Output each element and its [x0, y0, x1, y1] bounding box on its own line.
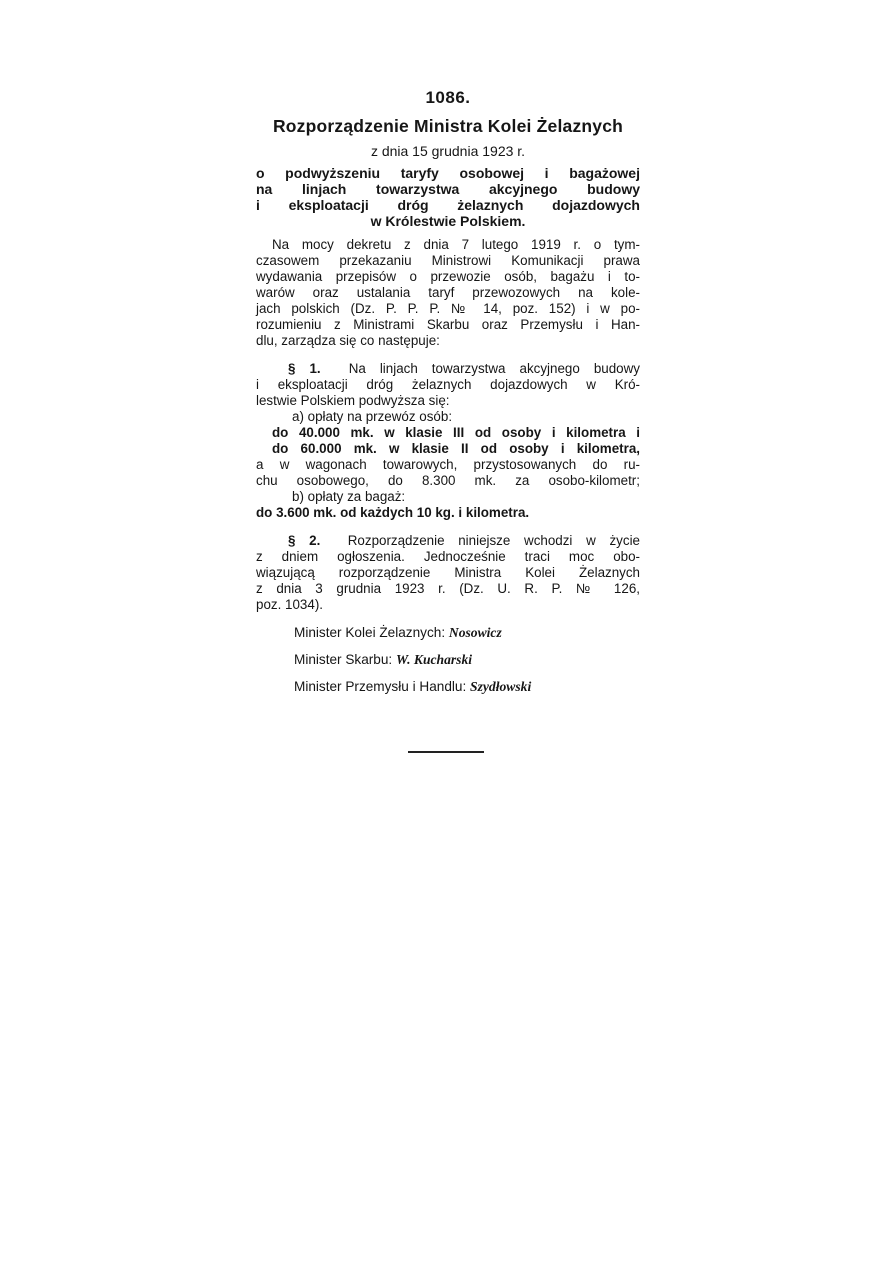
- section-1-first-line: [256, 361, 640, 377]
- preamble-line: warów oraz ustalania taryf przewozowych na kole-: [256, 285, 640, 300]
- item-a-line: do 60.000 mk. w klasie II od osoby i kilometra,: [272, 441, 640, 456]
- signature-role: Minister Kolei Żelaznych:: [294, 625, 446, 640]
- section-2-line: z dniem ogłoszenia. Jednocześnie traci moc obo-: [256, 549, 640, 564]
- preamble-line: rozumieniu z Ministrami Skarbu oraz Przemysłu i Han-: [256, 317, 640, 332]
- subject-line: na linjach towarzystwa akcyjnego budowy: [256, 181, 640, 197]
- document-subject: [256, 165, 640, 229]
- document-date: z dnia 15 grudnia 1923 r.: [370, 143, 526, 159]
- section-2-mark: § 2.: [288, 533, 321, 548]
- section-2-line: wiązującą rozporządzenie Ministra Kolei Żelaznych: [256, 565, 640, 580]
- item-a-line: chu osobowego, do 8.300 mk. za osobo-kilometr;: [256, 473, 640, 488]
- signature-name: W. Kucharski: [396, 652, 473, 667]
- section-1-mark: § 1.: [288, 361, 321, 376]
- item-a-line: do 40.000 mk. w klasie III od osoby i kilometra i: [272, 425, 640, 440]
- section-2-line: z dnia 3 grudnia 1923 r. (Dz. U. R. P. № 126,: [256, 581, 640, 596]
- section-2-line: poz. 1034).: [256, 597, 323, 612]
- document-page: [256, 88, 640, 706]
- signature-role: Minister Skarbu:: [294, 652, 393, 667]
- preamble-line: wydawania przepisów o przewozie osób, bagażu i to-: [256, 269, 640, 284]
- section-1-line: lestwie Polskiem podwyższa się:: [256, 393, 450, 408]
- signature-role: Minister Przemysłu i Handlu:: [294, 679, 467, 694]
- section-2-first-line: [256, 533, 640, 549]
- preamble-line: Na mocy dekretu z dnia 7 lutego 1919 r. o tym-: [272, 237, 640, 252]
- section-1-line: i eksploatacji dróg żelaznych dojazdowych w Kró-: [256, 377, 640, 392]
- subject-line: o podwyższeniu taryfy osobowej i bagażowej: [256, 165, 640, 181]
- end-divider: [408, 751, 484, 753]
- signature-name: Nosowicz: [448, 625, 502, 640]
- signature-name: Szydłowski: [470, 679, 532, 694]
- signature-row: [294, 652, 640, 668]
- signatures: [256, 625, 640, 695]
- preamble-line: czasowem przekazaniu Ministrowi Komunikacji prawa: [256, 253, 640, 268]
- item-a-line: a w wagonach towarowych, przystosowanych do ru-: [256, 457, 640, 472]
- preamble-line: dlu, zarządza się co następuje:: [256, 333, 440, 348]
- item-b-label: b) opłaty za bagaż:: [292, 489, 406, 504]
- document-number: 1086.: [425, 88, 471, 107]
- subject-line: w Królestwie Polskiem.: [370, 213, 526, 229]
- signature-row: [294, 679, 640, 695]
- subject-line: i eksploatacji dróg żelaznych dojazdowych: [256, 197, 640, 213]
- section-1: [256, 361, 640, 521]
- section-2: [256, 533, 640, 613]
- signature-row: [294, 625, 640, 641]
- section-2-line: Rozporządzenie niniejsze wchodzi w życie: [347, 533, 640, 548]
- preamble-line: jach polskich (Dz. P. P. P. № 14, poz. 152) i w po-: [256, 301, 640, 316]
- document-title: Rozporządzenie Ministra Kolei Żelaznych: [272, 116, 624, 136]
- preamble-paragraph: [256, 237, 640, 349]
- item-a-label: a) opłaty na przewóz osób:: [292, 409, 453, 424]
- section-1-line: Na linjach towarzystwa akcyjnego budowy: [348, 361, 640, 376]
- item-b-line: do 3.600 mk. od każdych 10 kg. i kilometra.: [256, 505, 530, 520]
